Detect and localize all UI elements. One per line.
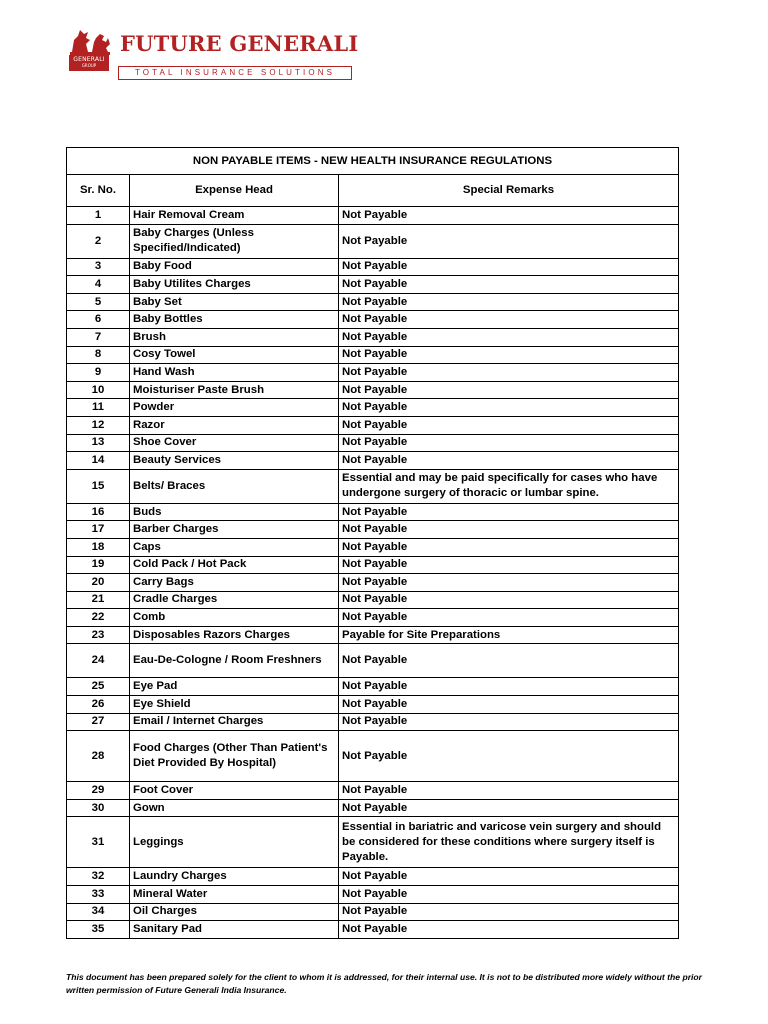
table-row: [67, 609, 679, 627]
sr-no-cell: 15: [67, 469, 130, 503]
special-remarks-cell: Not Payable: [339, 399, 679, 417]
sr-no-cell: 35: [67, 921, 130, 939]
expense-head-cell: Leggings: [130, 817, 339, 868]
sr-no-cell: 14: [67, 452, 130, 470]
sr-no-cell: 33: [67, 886, 130, 904]
expense-head-cell: Foot Cover: [130, 782, 339, 800]
table-row: [67, 258, 679, 276]
table-row: [67, 346, 679, 364]
sr-no-cell: 11: [67, 399, 130, 417]
sr-no-cell: 17: [67, 521, 130, 539]
expense-head-cell: Laundry Charges: [130, 868, 339, 886]
table-row: [67, 626, 679, 644]
special-remarks-cell: Not Payable: [339, 799, 679, 817]
special-remarks-cell: Not Payable: [339, 311, 679, 329]
expense-head-cell: Eau-De-Cologne / Room Freshners: [130, 644, 339, 678]
table-row: [67, 591, 679, 609]
column-header-row: [67, 175, 679, 207]
special-remarks-cell: Not Payable: [339, 591, 679, 609]
table-row: [67, 469, 679, 503]
special-remarks-cell: Not Payable: [339, 696, 679, 714]
table-row: [67, 886, 679, 904]
expense-head-cell: Sanitary Pad: [130, 921, 339, 939]
special-remarks-cell: Not Payable: [339, 644, 679, 678]
table-row: [67, 416, 679, 434]
expense-head-cell: Email / Internet Charges: [130, 713, 339, 731]
special-remarks-cell: Essential in bariatric and varicose vein surgery and should be considered for these conditions where surgery itself is Payable.: [339, 817, 679, 868]
table-row: [67, 574, 679, 592]
special-remarks-cell: Not Payable: [339, 364, 679, 382]
expense-head-cell: Baby Charges (Unless Specified/Indicated): [130, 224, 339, 258]
special-remarks-cell: Not Payable: [339, 381, 679, 399]
table-row: [67, 434, 679, 452]
table-title: NON PAYABLE ITEMS - NEW HEALTH INSURANCE REGULATIONS: [67, 148, 679, 175]
expense-head-cell: Eye Pad: [130, 678, 339, 696]
sr-no-cell: 22: [67, 609, 130, 627]
special-remarks-cell: Not Payable: [339, 903, 679, 921]
expense-head-cell: Baby Food: [130, 258, 339, 276]
header-expense-head: Expense Head: [130, 175, 339, 207]
expense-head-cell: Oil Charges: [130, 903, 339, 921]
sr-no-cell: 27: [67, 713, 130, 731]
sr-no-cell: 30: [67, 799, 130, 817]
special-remarks-cell: Not Payable: [339, 609, 679, 627]
sr-no-cell: 13: [67, 434, 130, 452]
table-row: [67, 644, 679, 678]
expense-head-cell: Baby Bottles: [130, 311, 339, 329]
sr-no-cell: 1: [67, 207, 130, 225]
table-row: [67, 224, 679, 258]
sr-no-cell: 21: [67, 591, 130, 609]
special-remarks-cell: Essential and may be paid specifically for cases who have undergone surgery of thoracic or lumbar spine.: [339, 469, 679, 503]
table-row: [67, 696, 679, 714]
expense-head-cell: Cosy Towel: [130, 346, 339, 364]
generali-badge: [69, 55, 109, 71]
sr-no-cell: 31: [67, 817, 130, 868]
table-title-row: [67, 148, 679, 175]
table-row: [67, 328, 679, 346]
sr-no-cell: 19: [67, 556, 130, 574]
table-row: [67, 364, 679, 382]
sr-no-cell: 8: [67, 346, 130, 364]
sr-no-cell: 7: [67, 328, 130, 346]
sr-no-cell: 28: [67, 731, 130, 782]
expense-head-cell: Comb: [130, 609, 339, 627]
expense-head-cell: Gown: [130, 799, 339, 817]
special-remarks-cell: Not Payable: [339, 434, 679, 452]
non-payable-items-table: [66, 147, 679, 939]
expense-head-cell: Powder: [130, 399, 339, 417]
special-remarks-cell: Not Payable: [339, 556, 679, 574]
expense-head-cell: Moisturiser Paste Brush: [130, 381, 339, 399]
special-remarks-cell: Not Payable: [339, 574, 679, 592]
brand-tagline: TOTAL INSURANCE SOLUTIONS: [134, 68, 336, 77]
sr-no-cell: 10: [67, 381, 130, 399]
table-row: [67, 207, 679, 225]
special-remarks-cell: Not Payable: [339, 452, 679, 470]
expense-head-cell: Belts/ Braces: [130, 469, 339, 503]
special-remarks-cell: Not Payable: [339, 258, 679, 276]
special-remarks-cell: Not Payable: [339, 276, 679, 294]
expense-head-cell: Buds: [130, 503, 339, 521]
expense-head-cell: Disposables Razors Charges: [130, 626, 339, 644]
expense-head-cell: Baby Utilites Charges: [130, 276, 339, 294]
table-row: [67, 799, 679, 817]
expense-head-cell: Mineral Water: [130, 886, 339, 904]
table-row: [67, 521, 679, 539]
sr-no-cell: 6: [67, 311, 130, 329]
sr-no-cell: 5: [67, 293, 130, 311]
sr-no-cell: 16: [67, 503, 130, 521]
expense-head-cell: Brush: [130, 328, 339, 346]
table-row: [67, 713, 679, 731]
sr-no-cell: 25: [67, 678, 130, 696]
expense-head-cell: Caps: [130, 538, 339, 556]
brand-tagline-box: [118, 66, 352, 80]
table-row: [67, 731, 679, 782]
brand-name: FUTURE GENERALI: [120, 31, 359, 56]
expense-head-cell: Shoe Cover: [130, 434, 339, 452]
table-row: [67, 276, 679, 294]
expense-head-cell: Razor: [130, 416, 339, 434]
table-row: [67, 452, 679, 470]
sr-no-cell: 26: [67, 696, 130, 714]
header-sr-no: Sr. No.: [67, 175, 130, 207]
special-remarks-cell: Not Payable: [339, 521, 679, 539]
sr-no-cell: 24: [67, 644, 130, 678]
special-remarks-cell: Not Payable: [339, 207, 679, 225]
badge-line1: GENERALI: [73, 56, 105, 63]
header-special-remarks: Special Remarks: [339, 175, 679, 207]
special-remarks-cell: Not Payable: [339, 293, 679, 311]
table-row: [67, 556, 679, 574]
special-remarks-cell: Payable for Site Preparations: [339, 626, 679, 644]
sr-no-cell: 3: [67, 258, 130, 276]
special-remarks-cell: Not Payable: [339, 328, 679, 346]
table-row: [67, 817, 679, 868]
expense-head-cell: Cold Pack / Hot Pack: [130, 556, 339, 574]
table-row: [67, 381, 679, 399]
table-row: [67, 921, 679, 939]
sr-no-cell: 18: [67, 538, 130, 556]
table-row: [67, 399, 679, 417]
sr-no-cell: 29: [67, 782, 130, 800]
sr-no-cell: 4: [67, 276, 130, 294]
expense-head-cell: Food Charges (Other Than Patient's Diet Provided By Hospital): [130, 731, 339, 782]
sr-no-cell: 34: [67, 903, 130, 921]
special-remarks-cell: Not Payable: [339, 868, 679, 886]
special-remarks-cell: Not Payable: [339, 782, 679, 800]
special-remarks-cell: Not Payable: [339, 503, 679, 521]
table-row: [67, 868, 679, 886]
special-remarks-cell: Not Payable: [339, 921, 679, 939]
table-row: [67, 293, 679, 311]
expense-head-cell: Eye Shield: [130, 696, 339, 714]
table-row: [67, 903, 679, 921]
sr-no-cell: 9: [67, 364, 130, 382]
expense-head-cell: Hair Removal Cream: [130, 207, 339, 225]
expense-head-cell: Baby Set: [130, 293, 339, 311]
sr-no-cell: 12: [67, 416, 130, 434]
expense-head-cell: Carry Bags: [130, 574, 339, 592]
sr-no-cell: 32: [67, 868, 130, 886]
expense-head-cell: Cradle Charges: [130, 591, 339, 609]
expense-head-cell: Barber Charges: [130, 521, 339, 539]
special-remarks-cell: Not Payable: [339, 713, 679, 731]
table-row: [67, 782, 679, 800]
table-row: [67, 538, 679, 556]
special-remarks-cell: Not Payable: [339, 886, 679, 904]
special-remarks-cell: Not Payable: [339, 678, 679, 696]
sr-no-cell: 20: [67, 574, 130, 592]
special-remarks-cell: Not Payable: [339, 224, 679, 258]
special-remarks-cell: Not Payable: [339, 538, 679, 556]
table-row: [67, 311, 679, 329]
special-remarks-cell: Not Payable: [339, 731, 679, 782]
sr-no-cell: 2: [67, 224, 130, 258]
special-remarks-cell: Not Payable: [339, 416, 679, 434]
footer-disclaimer: This document has been prepared solely for the client to whom it is addressed, for their internal use. It is not to be distributed more widely without the prior written permission of Future Generali India Insurance.: [66, 972, 703, 995]
badge-line2: GROUP: [81, 63, 97, 68]
special-remarks-cell: Not Payable: [339, 346, 679, 364]
expense-head-cell: Hand Wash: [130, 364, 339, 382]
sr-no-cell: 23: [67, 626, 130, 644]
table-row: [67, 678, 679, 696]
table-row: [67, 503, 679, 521]
expense-head-cell: Beauty Services: [130, 452, 339, 470]
